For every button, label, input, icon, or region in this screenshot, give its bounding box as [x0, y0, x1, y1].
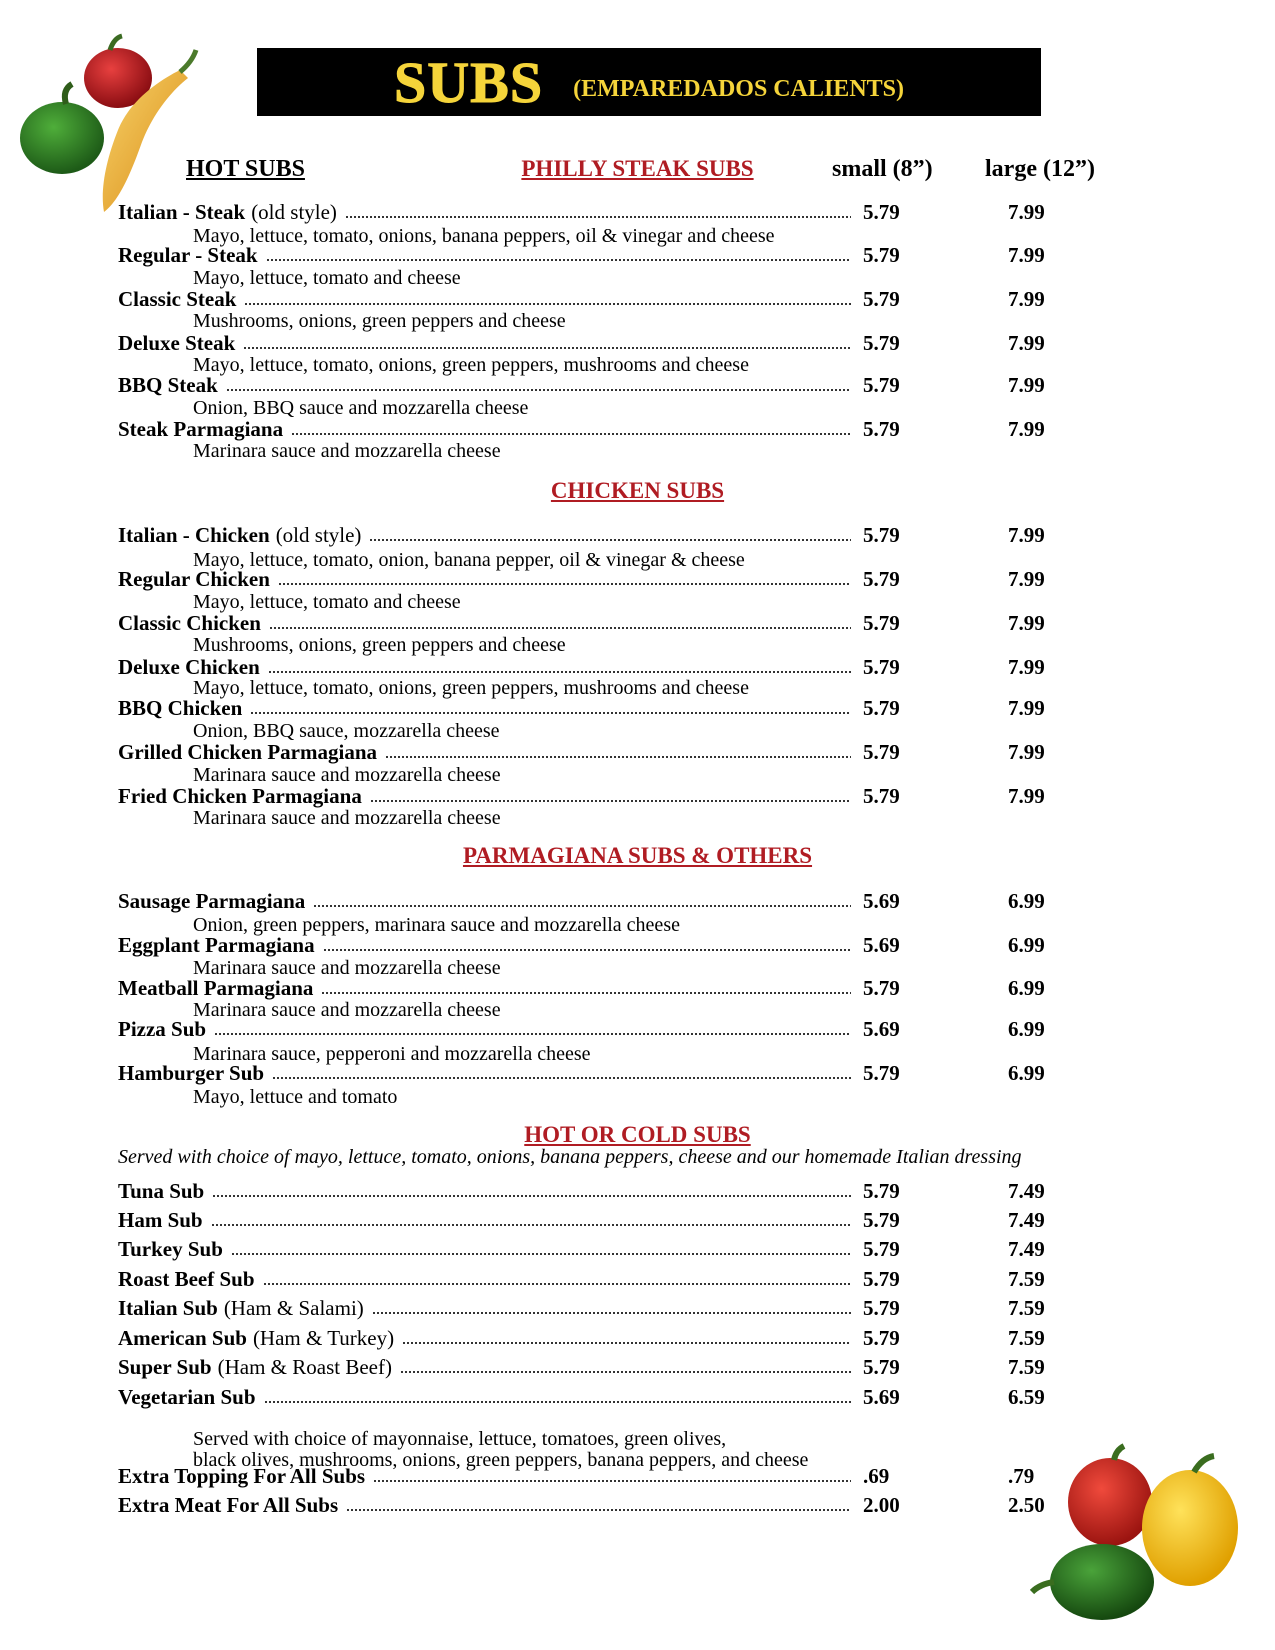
price-large: 7.99 — [1008, 655, 1045, 679]
menu-item — [118, 416, 854, 442]
price-large: 7.99 — [1008, 611, 1045, 635]
price-small: 5.79 — [863, 655, 900, 679]
menu-item — [118, 1354, 854, 1380]
dot-leader — [263, 1282, 851, 1286]
price-small: 5.79 — [863, 1267, 900, 1291]
dot-leader — [272, 1076, 851, 1080]
dot-leader — [370, 799, 851, 803]
menu-item — [118, 1492, 854, 1518]
menu-item-description: Marinara sauce and mozzarella cheese — [193, 440, 501, 462]
menu-item-name: Deluxe Chicken — [118, 655, 260, 679]
peppers-bottom-right-image — [1030, 1440, 1250, 1630]
menu-item-note: (Ham & Salami) — [223, 1296, 364, 1320]
price-small: 5.69 — [863, 889, 900, 913]
price-large: 7.59 — [1008, 1355, 1045, 1379]
price-small: 5.79 — [863, 784, 900, 808]
price-large: 7.99 — [1008, 784, 1045, 808]
price-large: 7.99 — [1008, 287, 1045, 311]
dot-leader — [211, 1223, 851, 1227]
menu-item — [118, 739, 854, 765]
dot-leader — [372, 1311, 851, 1315]
price-large: 6.59 — [1008, 1385, 1045, 1409]
menu-item — [118, 199, 854, 225]
menu-item — [118, 330, 854, 356]
menu-item-description: Onion, green peppers, marinara sauce and mozzarella cheese — [193, 914, 680, 936]
menu-item-row — [118, 1354, 1118, 1382]
price-small: 5.79 — [863, 1326, 900, 1350]
title-banner — [257, 48, 1041, 116]
menu-item-row — [118, 1463, 1118, 1491]
vegetarian-desc-line-2: black olives, mushrooms, onions, green peppers, banana peppers, and cheese — [193, 1449, 809, 1471]
menu-item-row — [118, 1178, 1118, 1206]
dot-leader — [321, 991, 851, 995]
menu-item-row — [118, 1016, 1118, 1044]
philly-steak-heading: PHILLY STEAK SUBS — [521, 156, 754, 181]
menu-item-row — [118, 1384, 1118, 1412]
price-small: 5.69 — [863, 933, 900, 957]
dot-leader — [323, 948, 851, 952]
menu-item-row — [118, 1266, 1118, 1294]
price-large: 6.99 — [1008, 889, 1045, 913]
menu-item — [118, 783, 854, 809]
menu-item — [118, 1060, 854, 1086]
large-size-heading: large (12”) — [985, 156, 1095, 182]
hot-cold-subs-subtitle: Served with choice of mayo, lettuce, tomato, onions, banana peppers, cheese and our homemade Italian dressing — [118, 1146, 1022, 1168]
dot-leader — [231, 1252, 851, 1256]
menu-item-row — [118, 1060, 1118, 1088]
menu-item-name: Italian - Chicken — [118, 523, 270, 547]
price-large: 7.99 — [1008, 417, 1045, 441]
menu-item-description: Marinara sauce, pepperoni and mozzarella cheese — [193, 1043, 591, 1065]
menu-item — [118, 1178, 854, 1204]
menu-item — [118, 1463, 854, 1489]
menu-item — [118, 242, 854, 268]
menu-item-row — [118, 888, 1118, 916]
menu-item-name: Roast Beef Sub — [118, 1267, 255, 1291]
price-small: 5.79 — [863, 1296, 900, 1320]
menu-item-description: Mayo, lettuce and tomato — [193, 1086, 398, 1108]
price-small: 5.79 — [863, 287, 900, 311]
price-large: 6.99 — [1008, 976, 1045, 1000]
menu-item-description: Mayo, lettuce, tomato, onions, green peppers, mushrooms and cheese — [193, 677, 749, 699]
dot-leader — [346, 1508, 851, 1512]
menu-item-row — [118, 1295, 1118, 1323]
menu-item-note: (Ham & Turkey) — [252, 1326, 395, 1350]
price-large: 2.50 — [1008, 1493, 1045, 1517]
menu-item — [118, 1325, 854, 1351]
hot-subs-heading: HOT SUBS — [186, 156, 305, 182]
menu-item-row — [118, 1207, 1118, 1235]
dot-leader — [313, 904, 851, 908]
small-size-heading: small (8”) — [832, 156, 933, 182]
price-small: 5.79 — [863, 1061, 900, 1085]
menu-item — [118, 1016, 854, 1042]
price-small: 5.79 — [863, 523, 900, 547]
price-small: 5.79 — [863, 243, 900, 267]
menu-item — [118, 888, 854, 914]
chicken-subs-heading: CHICKEN SUBS — [550, 478, 725, 503]
hot-cold-subs-heading: HOT OR COLD SUBS — [524, 1122, 751, 1147]
price-large: 7.49 — [1008, 1179, 1045, 1203]
menu-item — [118, 610, 854, 636]
page-title: SUBS — [393, 49, 544, 115]
price-large: 7.99 — [1008, 567, 1045, 591]
dot-leader — [214, 1032, 851, 1036]
menu-item-note: (Ham & Roast Beef) — [217, 1355, 392, 1379]
price-large: 7.99 — [1008, 331, 1045, 355]
menu-item-note: (old style) — [251, 200, 337, 224]
price-small: 5.79 — [863, 417, 900, 441]
price-large: 7.99 — [1008, 243, 1045, 267]
price-large: 7.99 — [1008, 696, 1045, 720]
menu-item-name: Super Sub — [118, 1355, 212, 1379]
dot-leader — [385, 755, 851, 759]
price-large: 6.99 — [1008, 933, 1045, 957]
dot-leader — [244, 302, 851, 306]
menu-item — [118, 695, 854, 721]
dot-leader — [243, 346, 851, 350]
menu-item-name: Extra Topping For All Subs — [118, 1464, 366, 1488]
menu-item-name: Pizza Sub — [118, 1017, 207, 1041]
price-large: 7.49 — [1008, 1237, 1045, 1261]
price-large: 7.59 — [1008, 1267, 1045, 1291]
dot-leader — [250, 711, 851, 715]
menu-item — [118, 975, 854, 1001]
menu-item-description: Mayo, lettuce, tomato, onion, banana pepper, oil & vinegar & cheese — [193, 549, 745, 571]
dot-leader — [264, 1400, 852, 1404]
menu-item-name: Extra Meat For All Subs — [118, 1493, 339, 1517]
dot-leader — [269, 626, 851, 630]
menu-item-name: Italian - Steak — [118, 200, 246, 224]
menu-item — [118, 1266, 854, 1292]
dot-leader — [212, 1194, 851, 1198]
menu-item-row — [118, 932, 1118, 960]
menu-item-name: Fried Chicken Parmagiana — [118, 784, 362, 808]
menu-item — [118, 372, 854, 398]
menu-item-description: Mayo, lettuce, tomato and cheese — [193, 267, 461, 289]
menu-item-name: BBQ Steak — [118, 373, 218, 397]
menu-item-row — [118, 522, 1118, 550]
menu-item — [118, 1295, 854, 1321]
dot-leader — [369, 538, 851, 542]
parmagiana-subs-heading: PARMAGIANA SUBS & OTHERS — [462, 843, 813, 868]
menu-item-name: Ham Sub — [118, 1208, 203, 1232]
dot-leader — [345, 215, 851, 219]
price-small: 5.79 — [863, 976, 900, 1000]
menu-item-row — [118, 199, 1118, 227]
price-large: 7.49 — [1008, 1208, 1045, 1232]
menu-item-name: Steak Parmagiana — [118, 417, 284, 441]
menu-item-row — [118, 242, 1118, 270]
menu-item-row — [118, 372, 1118, 400]
menu-item — [118, 566, 854, 592]
peppers-top-left-image — [10, 30, 210, 220]
menu-item-name: Deluxe Steak — [118, 331, 236, 355]
menu-item-name: Vegetarian Sub — [118, 1385, 256, 1409]
menu-item-description: Mushrooms, onions, green peppers and cheese — [193, 310, 566, 332]
price-small: 5.79 — [863, 1355, 900, 1379]
menu-item-row — [118, 1236, 1118, 1264]
dot-leader — [402, 1341, 851, 1345]
dot-leader — [226, 388, 851, 392]
price-small: 5.69 — [863, 1385, 900, 1409]
menu-item-name: Classic Chicken — [118, 611, 261, 635]
vegetarian-desc-line-1: Served with choice of mayonnaise, lettuce, tomatoes, green olives, — [193, 1428, 727, 1450]
menu-item-name: Hamburger Sub — [118, 1061, 265, 1085]
dot-leader — [268, 670, 851, 674]
price-small: 5.79 — [863, 611, 900, 635]
menu-item-note: (old style) — [275, 523, 362, 547]
price-large: .79 — [1008, 1464, 1035, 1488]
menu-item — [118, 1207, 854, 1233]
menu-item-row — [118, 739, 1118, 767]
price-large: 7.99 — [1008, 740, 1045, 764]
menu-item-description: Marinara sauce and mozzarella cheese — [193, 807, 501, 829]
price-small: 5.79 — [863, 567, 900, 591]
price-small: 2.00 — [863, 1493, 900, 1517]
menu-item-name: Sausage Parmagiana — [118, 889, 306, 913]
price-large: 7.99 — [1008, 373, 1045, 397]
menu-item — [118, 1236, 854, 1262]
menu-item-name: Eggplant Parmagiana — [118, 933, 315, 957]
price-small: 5.79 — [863, 200, 900, 224]
dot-leader — [278, 582, 851, 586]
price-large: 6.99 — [1008, 1017, 1045, 1041]
menu-item-name: American Sub — [118, 1326, 247, 1350]
price-large: 7.59 — [1008, 1326, 1045, 1350]
dot-leader — [373, 1479, 851, 1483]
price-large: 7.99 — [1008, 200, 1045, 224]
menu-item-name: Turkey Sub — [118, 1237, 223, 1261]
menu-item-name: Italian Sub — [118, 1296, 218, 1320]
menu-item-name: Grilled Chicken Parmagiana — [118, 740, 377, 764]
menu-item-description: Mayo, lettuce, tomato, onions, banana peppers, oil & vinegar and cheese — [193, 225, 775, 247]
price-small: 5.79 — [863, 1179, 900, 1203]
dot-leader — [266, 258, 851, 262]
menu-item-row — [118, 695, 1118, 723]
menu-item-row — [118, 566, 1118, 594]
menu-item-description: Onion, BBQ sauce and mozzarella cheese — [193, 397, 529, 419]
menu-item-description: Mayo, lettuce, tomato, onions, green peppers, mushrooms and cheese — [193, 354, 749, 376]
menu-item-name: Meatball Parmagiana — [118, 976, 314, 1000]
menu-item — [118, 286, 854, 312]
menu-item — [118, 932, 854, 958]
page-subtitle: (EMPAREDADOS CALIENTS) — [573, 75, 904, 102]
menu-item-description: Marinara sauce and mozzarella cheese — [193, 764, 501, 786]
menu-item-description: Marinara sauce and mozzarella cheese — [193, 957, 501, 979]
price-small: 5.79 — [863, 1237, 900, 1261]
price-small: .69 — [863, 1464, 890, 1488]
menu-item-name: BBQ Chicken — [118, 696, 243, 720]
menu-item-name: Regular Chicken — [118, 567, 270, 591]
menu-item-name: Classic Steak — [118, 287, 237, 311]
price-small: 5.79 — [863, 331, 900, 355]
dot-leader — [400, 1370, 851, 1374]
menu-item-name: Tuna Sub — [118, 1179, 205, 1203]
menu-item-description: Mushrooms, onions, green peppers and cheese — [193, 634, 566, 656]
menu-item — [118, 522, 854, 548]
price-small: 5.69 — [863, 1017, 900, 1041]
price-small: 5.79 — [863, 696, 900, 720]
price-small: 5.79 — [863, 740, 900, 764]
menu-item-name: Regular - Steak — [118, 243, 258, 267]
price-large: 6.99 — [1008, 1061, 1045, 1085]
price-large: 7.99 — [1008, 523, 1045, 547]
menu-item-row — [118, 1325, 1118, 1353]
menu-item — [118, 1384, 854, 1410]
menu-item-row — [118, 1492, 1118, 1520]
price-small: 5.79 — [863, 373, 900, 397]
menu-item-description: Marinara sauce and mozzarella cheese — [193, 999, 501, 1021]
price-small: 5.79 — [863, 1208, 900, 1232]
menu-item-description: Onion, BBQ sauce, mozzarella cheese — [193, 720, 500, 742]
dot-leader — [291, 432, 851, 436]
menu-item-description: Mayo, lettuce, tomato and cheese — [193, 591, 461, 613]
price-large: 7.59 — [1008, 1296, 1045, 1320]
